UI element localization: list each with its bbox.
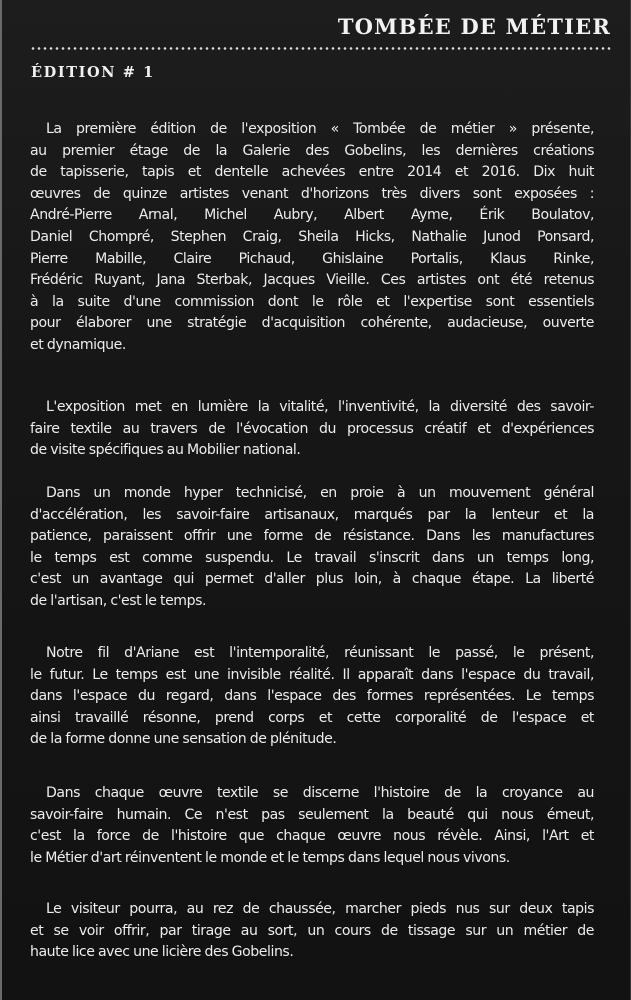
text-line: pour élaborer une stratégie d'acquisition cohérente, audacieuse, ouverte	[30, 315, 594, 332]
paragraph-visitor	[30, 899, 594, 964]
text-line: et se voir offrir, par tirage au sort, un cours de tissage sur un métier de	[30, 922, 594, 939]
page-title: TOMBÉE DE MÉTIER	[337, 14, 611, 39]
text-line: L'exposition met en lumière la vitalité, l'inventivité, la diversité des savoir-	[46, 399, 594, 415]
paragraph-intro	[30, 119, 594, 357]
text-line: La première édition de l'exposition « Tombée de métier » présente,	[46, 121, 594, 137]
text-line: et dynamique.	[30, 336, 126, 353]
text-line: c'est un avantage qui permet d'aller plus loin, à chaque étape. La liberté	[30, 571, 594, 588]
text-line: savoir-faire humain. Ce n'est pas seulement la beauté qui nous émeut,	[30, 806, 594, 823]
paragraph-ariane	[30, 643, 594, 751]
text-line: de la forme donne une sensation de plénitude.	[30, 731, 337, 748]
text-line: de l'artisan, c'est le temps.	[30, 592, 206, 609]
text-line: patience, paraissent offrir une forme de résistance. Dans les manufactures	[30, 528, 594, 545]
text-line: à la suite d'une commission dont le rôle et l'expertise sont essentiels	[30, 293, 594, 310]
paragraph-time	[30, 483, 594, 613]
text-line: Pierre Mabille, Claire Pichaud, Ghislaine Portalis, Klaus Rinke,	[30, 250, 594, 267]
text-line: faire textile au travers de l'évocation du processus créatif et d'expériences	[30, 420, 594, 437]
text-line: Notre fil d'Ariane est l'intemporalité, réunissant le passé, le présent,	[46, 645, 594, 661]
text-line: Dans chaque œuvre textile se discerne l'histoire de la croyance au	[46, 785, 594, 801]
text-line: ainsi travaillé résonne, prend corps et cette corporalité de l'espace et	[30, 709, 594, 726]
text-line: André-Pierre Arnal, Michel Aubry, Albert Ayme, Érik Boulatov,	[30, 207, 594, 224]
text-line: dans l'espace du regard, dans l'espace des formes représentées. Le temps	[30, 688, 594, 705]
edition-heading: ÉDITION # 1	[31, 64, 155, 81]
text-line: Daniel Chompré, Stephen Craig, Sheila Hicks, Nathalie Junod Ponsard,	[30, 228, 594, 245]
text-line: d'accélération, les savoir-faire artisanaux, marqués par la lenteur et la	[30, 506, 594, 523]
text-line: c'est la force de l'histoire que chaque œuvre nous révèle. Ainsi, l'Art et	[30, 828, 594, 845]
text-line: Le visiteur pourra, au rez de chaussée, marcher pieds nus sur deux tapis	[46, 901, 594, 917]
dotted-divider	[30, 47, 611, 50]
paragraph-vitality	[30, 397, 594, 462]
text-line: au premier étage de la Galerie des Gobelins, les dernières créations	[30, 142, 594, 159]
text-line: de visite spécifiques au Mobilier national.	[30, 442, 301, 459]
text-line: Frédéric Ruyant, Jana Sterbak, Jacques Vieille. Ces artistes ont été retenus	[30, 272, 594, 289]
text-line: le futur. Le temps est une invisible réalité. Il apparaît dans l'espace du travail,	[30, 666, 594, 683]
text-line: le Métier d'art réinventent le monde et le temps dans lequel nous vivons.	[30, 849, 510, 866]
text-line: Dans un monde hyper technicisé, en proie à un mouvement général	[46, 485, 594, 501]
text-line: de tapisserie, tapis et dentelle achevées entre 2014 et 2016. Dix huit	[30, 164, 594, 181]
text-line: haute lice avec une licière des Gobelins.	[30, 944, 294, 961]
text-line: œuvres de quinze artistes venant d'horizons très divers sont exposées :	[30, 185, 594, 202]
paragraph-history	[30, 783, 594, 869]
text-line: le temps est comme suspendu. Le travail s'inscrit dans un temps long,	[30, 549, 594, 566]
